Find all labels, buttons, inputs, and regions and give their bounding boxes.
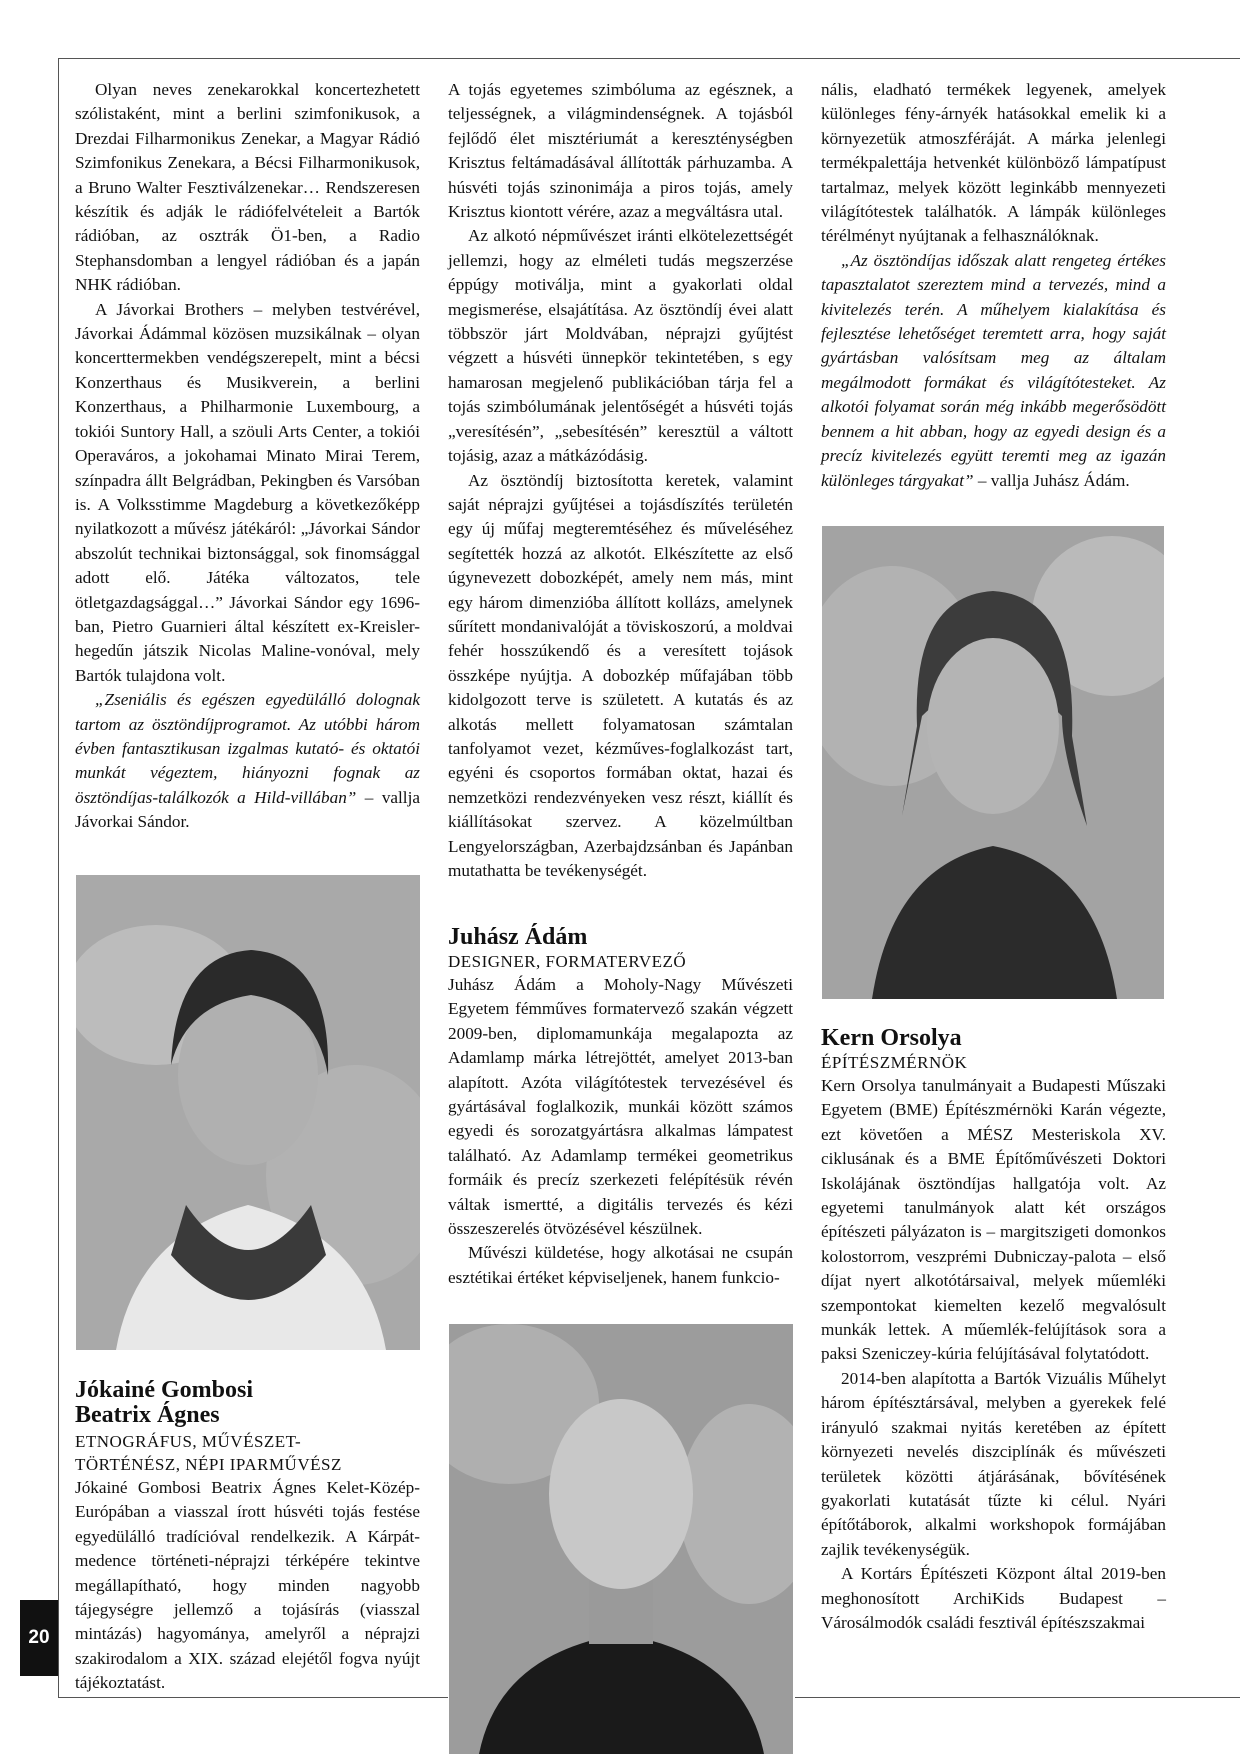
column-2 (448, 78, 793, 883)
frame-top-rule (58, 58, 1240, 59)
name-line: Beatrix Ágnes (75, 1402, 220, 1428)
paragraph: 2014-ben alapította a Bartók Vizuális Műhelyt három építésztársával, melyben a gyerekek felé irányuló szakmai nyitás keretében az épített környezeti nevelés diszciplínák és művészeti területek közötti átjárásának, bővítésének gyakorlati kutatását tűzte ki célul. Nyári építőtáborok, alkalmi workshopok formájában zajlik tevékenységük. (821, 1368, 1166, 1559)
portrait-photo-gombosi (76, 875, 420, 1350)
profile-juhasz (448, 925, 793, 1290)
paragraph: Jókainé Gombosi Beatrix Ágnes Kelet-Közép-Európában a viasszal írott húsvéti tojás festése egyedülálló tradícióval rendelkezik. A Kárpát-medence történeti-néprajzi térképére tekintve megállapítható, hogy minden nagyobb tájegységre jellemző a tojásírás (viasszal mintázás) hagyománya, amelyről a néprajzi szakirodalom a XIX. század elejétől fogva nyújt tájékoztatást. (75, 1478, 420, 1693)
name-line: Jókainé Gombosi (75, 1377, 254, 1403)
bio (75, 1476, 420, 1696)
column-3 (821, 78, 1166, 493)
frame-left-rule (58, 58, 59, 1698)
profile-gombosi (75, 1378, 420, 1696)
quote-attribution: – vallja Juhász Ádám. (973, 470, 1130, 490)
person-role: ÉPÍTÉSZMÉRNÖK (821, 1053, 968, 1072)
paragraph: Olyan neves zenekarokkal koncertezhetett szólistaként, mint a berlini szimfonikusok, a Drezdai Filharmonikus Zenekar, a Magyar Rádió Szimfonikus Zenekara, a Bécsi Filharmonikusok, a Bruno Walter Fesztiválzenekar… Rendszeresen készítik és adják le rádiófelvételeit a Bartók rádióban, az osztrák Ö1-ben, a Radio Stephansdomban a lengyel rádióban és a japán NHK rádióban. (75, 80, 420, 295)
role-line: ETNOGRÁFUS, MŰVÉSZET- (75, 1432, 302, 1451)
paragraph: Művészi küldetése, hogy alkotásai ne csupán esztétikai értéket képviseljenek, hanem funkcio- (448, 1243, 793, 1287)
bio (821, 1074, 1166, 1635)
paragraph: nális, eladható termékek legyenek, amelyek különleges fény-árnyék hatásokkal emelik ki a környezetük atmoszféráját. A márka jelenlegi termékpalettája hetvenkét különböző lámpatípust tartalmaz, melyek között leginkább mennyezeti világítótestek találhatók. A lámpák különleges térélményt nyújtanak a felhasználóknak. (821, 80, 1166, 246)
portrait-photo-kern (822, 526, 1164, 999)
portrait-image (449, 1324, 793, 1754)
frame-bottom-rule-right (795, 1697, 1240, 1698)
portrait-image (822, 526, 1164, 999)
column-1 (75, 78, 420, 835)
paragraph: Az ösztöndíj biztosította keretek, valamint saját néprajzi gyűjtései a tojásdíszítés területén egy új műfaj megteremtéséhez és műveléséhez segítették hozzá az alkotót. Elkészítette az első úgynevezett dobozképét, amely nem más, mint egy három dimenzióba állított kollázs, amelynek sűrített mondanivalóját a töviskoszorú, a moldvai fehér hosszúkendő és a veresített tojások összképe nyújtja. A dobozkép műfajában több kidolgozott terve is született. A kutatás és az alkotás mellett folyamatosan számtalan tanfolyamot vezet, kézműves-foglalkozást tart, egyéni és csoportos formában oktat, hazai és nemzetközi rendezvényeken vesz részt, kiállít és kiállításokat szervez. A közelmúltban Lengyelországban, Azerbajdzsánban és Japánban mutathatta be tevékenységét. (448, 470, 793, 880)
portrait-image (76, 875, 420, 1350)
person-role (75, 1430, 420, 1476)
quote-text: „Az ösztöndíjas időszak alatt rengeteg értékes tapasztalatot szereztem mind a tervezés, mind a kivitelezés terén. A műhelyem kialakítása és fejlesztése lehetőséget teremtett arra, hogy saját gyártásban valósítsam meg az általam megálmodott formákat és világítótesteket. Az alkotói folyamat során még inkább megerősödött bennem a hit abban, hogy az egyedi design és a precíz kivitelezés együtt teremti meg az igazán különleges tárgyakat” (821, 250, 1166, 490)
portrait-photo-juhasz (449, 1324, 793, 1754)
person-name: Kern Orsolya (821, 1025, 962, 1051)
quote-paragraph (75, 688, 420, 834)
paragraph: Kern Orsolya tanulmányait a Budapesti Műszaki Egyetem (BME) Építészmérnöki Karán végezte, ezt követően a MÉSZ Mesteriskola XV. ciklusának és a BME Építőművészeti Doktori Iskolájának ösztöndíjas hallgatója volt. Az egyetemi tanulmányok alatt két országos építészeti pályázaton is – margitszigeti domonkos kolostorrom, veszprémi Dubniczay-palota – első díjat nyert alkotótársaival, melyek műemléki szempontokat kiemelten kezelő megvalósult munkák lettek. A műemlék-felújítások sora a paksi Szeniczey-kúria felújításával folytatódott. (821, 1076, 1166, 1364)
quote-text: „Zseniális és egészen egyedülálló dolognak tartom az ösztöndíjprogramot. Az utóbbi három évben fantasztikusan izgalmas kutató- és oktatói munkát végeztem, hiányozni fognak az ösztöndíjas-találkozók a Hild-villában” (75, 690, 420, 807)
page-number: 20 (20, 1600, 58, 1676)
role-line: TÖRTÉNÉSZ, NÉPI IPARMŰVÉSZ (75, 1455, 342, 1474)
person-name (75, 1378, 420, 1428)
person-name: Juhász Ádám (448, 924, 588, 950)
paragraph: A tojás egyetemes szimbóluma az egésznek, a teljességnek, a világmindenségnek. A tojásból fejlődő élet misztériumát a kereszténységben Krisztus feltámadásával állították párhuzamba. A húsvéti tojás szinonimája a piros tojás, amely Krisztus kiontott vérére, azaz a megváltásra utal. (448, 80, 793, 222)
paragraph: A Kortárs Építészeti Központ által 2019-ben meghonosított ArchiKids Budapest – Városálmodók családi fesztivál építészszakmai (821, 1564, 1166, 1632)
paragraph: Juhász Ádám a Moholy-Nagy Művészeti Egyetem fémműves formatervező szakán végzett 2009-ben, diplomamunkája megalapozta az Adamlamp márka létrejöttét, amelyet 2013-ban alapított. Azóta világítótestek tervezésével és gyártásával foglalkozik, munkái között számos egyedi és sorozatgyártásra alkalmas lámpatest található. Az Adamlamp termékei geometrikus formáik és precíz szerkezeti felépítésük révén váltak ismertté, a digitális tervezés és kézi összeszerelés ötvözésével készülnek. (448, 975, 793, 1239)
person-role: DESIGNER, FORMATERVEZŐ (448, 952, 687, 971)
bio (448, 973, 793, 1290)
quote-paragraph (821, 249, 1166, 493)
frame-bottom-rule (58, 1697, 448, 1698)
paragraph: A Jávorkai Brothers – melyben testvérével, Jávorkai Ádámmal közösen muzsikálnak – olyan koncerttermekben vendégszerepelt, mint a bécsi Konzerthaus és Musikverein, a berlini Konzerthaus, a Philharmonie Luxembourg, a tokiói Suntory Hall, a szöuli Arts Center, a tokiói Operaváros, a jokohamai Minato Mirai Terem, színpadra állt Belgrádban, Pekingben és Varsóban is. A Volksstimme Magdeburg a következőképp nyilatkozott a művész játékáról: „Jávorkai Sándor abszolút technikai biztonsággal, sok finomsággal adott elő. Játéka változatos, tele ötletgazdagsággal…” Jávorkai Sándor egy 1696-ban, Pietro Guarnieri által készített ex-Kreisler-hegedűn játszik Nicolas Maline-vonóval, mely Bartók tulajdona volt. (75, 299, 420, 685)
profile-kern (821, 1026, 1166, 1635)
quote-attribution: – vallja Jávorkai Sándor. (75, 787, 420, 832)
paragraph: Az alkotó népművészet iránti elkötelezettségét jellemzi, hogy az elméleti tudás megszerzése éppúgy motiválja, mint a gyakorlati oldal megismerése, elsajátítása. Az ösztöndíj évei alatt többször járt Moldvában, néprajzi gyűjtést végzett a húsvéti ünnepkör tekintetében, s egy hamarosan megjelenő publikációban tárja fel a tojás szimbólumának jelentőségét a húsvéti tojás „veresítésén”, „sebesítésén” keresztül a váltott tojásig, azaz a mátkázódásig. (448, 226, 793, 466)
